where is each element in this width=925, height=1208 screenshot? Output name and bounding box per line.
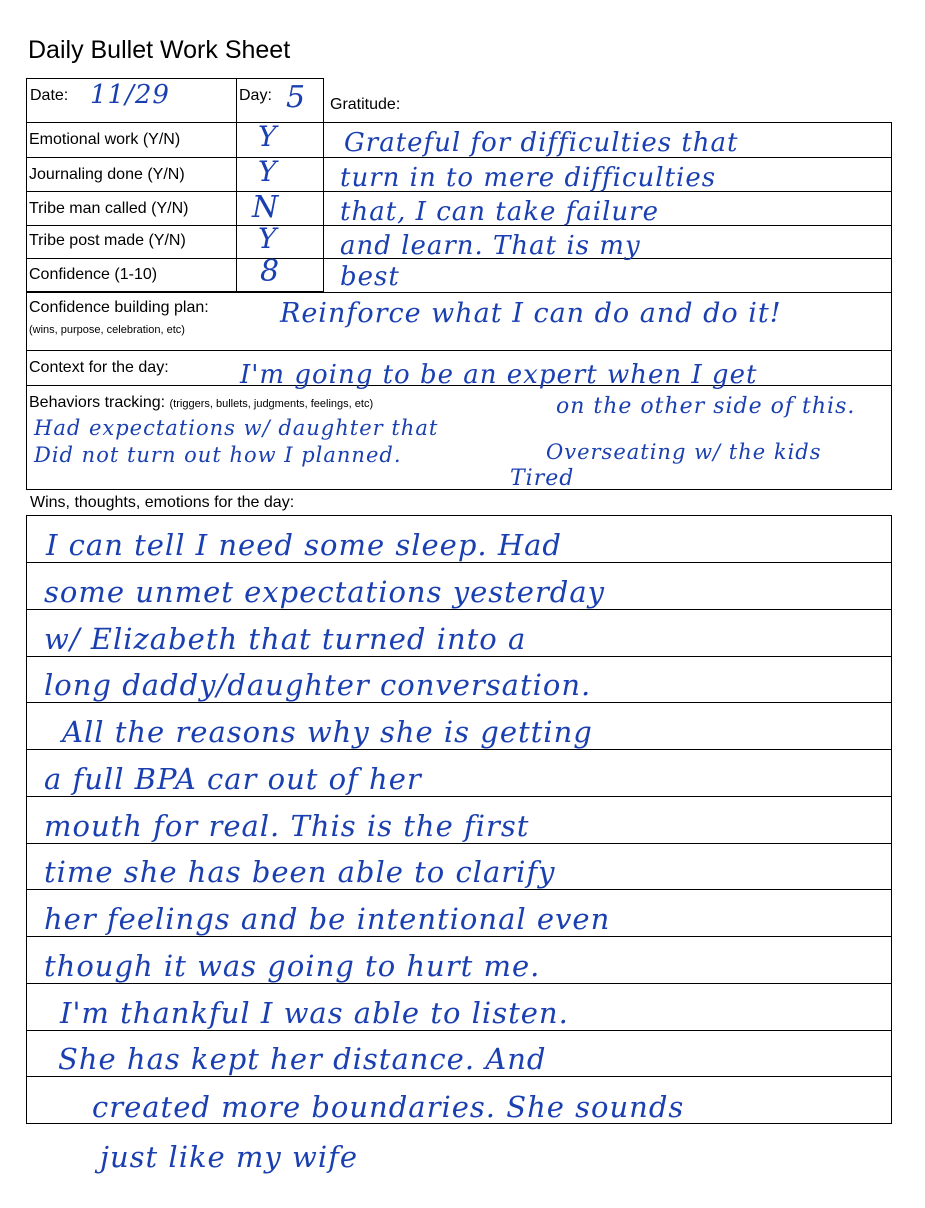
wins-line: mouth for real. This is the first	[44, 809, 530, 843]
wins-label: Wins, thoughts, emotions for the day:	[30, 494, 295, 511]
confidence-plan-text: Reinforce what I can do and do it!	[280, 298, 782, 329]
handwritten-date: 11/29	[90, 80, 170, 110]
wins-line: w/ Elizabeth that turned into a	[44, 622, 527, 656]
wins-line: All the reasons why she is getting	[62, 715, 593, 749]
wins-line: I can tell I need some sleep. Had	[46, 528, 562, 562]
tribe-called-label: Tribe man called (Y/N)	[29, 200, 189, 217]
wins-line: though it was going to hurt me.	[44, 949, 541, 983]
handwritten-tribe-called: N	[252, 190, 280, 225]
context-label: Context for the day:	[29, 359, 169, 376]
tribe-post-label: Tribe post made (Y/N)	[29, 232, 186, 249]
behaviors-label-text: Behaviors tracking:	[29, 394, 166, 411]
gratitude-line: Grateful for difficulties that	[344, 128, 739, 158]
wins-line: her feelings and be intentional even	[44, 902, 611, 936]
wins-line: some unmet expectations yesterday	[44, 575, 606, 609]
wins-line: long daddy/daughter conversation.	[44, 668, 592, 702]
journaling-label: Journaling done (Y/N)	[29, 166, 185, 183]
handwritten-journaling: Y	[258, 155, 278, 188]
wins-line: created more boundaries. She sounds	[92, 1090, 685, 1124]
wins-line: time she has been able to clarify	[44, 855, 556, 889]
gratitude-line: and learn. That is my	[340, 231, 641, 261]
handwritten-tribe-post: Y	[258, 222, 278, 255]
confidence-plan-label: Confidence building plan:	[29, 299, 209, 316]
wins-line: a full BPA car out of her	[44, 762, 422, 796]
date-label: Date:	[30, 87, 69, 104]
behaviors-sublabel: (triggers, bullets, judgments, feelings, etc)	[169, 398, 374, 410]
behaviors-line: Overseating w/ the kids	[546, 440, 822, 464]
emotional-work-label: Emotional work (Y/N)	[29, 131, 181, 148]
wins-line: I'm thankful I was able to listen.	[60, 996, 569, 1030]
confidence-plan-sublabel: (wins, purpose, celebration, etc)	[29, 324, 185, 336]
confidence-label: Confidence (1-10)	[29, 266, 158, 283]
handwritten-confidence: 8	[260, 254, 281, 289]
context-line: on the other side of this.	[556, 394, 856, 419]
wins-line: She has kept her distance. And	[58, 1042, 547, 1076]
handwritten-day: 5	[286, 80, 307, 115]
behaviors-label	[29, 394, 373, 412]
gratitude-label: Gratitude:	[330, 96, 401, 113]
gratitude-line: best	[340, 262, 400, 292]
gratitude-line: that, I can take failure	[340, 197, 659, 227]
day-label: Day:	[239, 87, 272, 104]
handwritten-emotional-work: Y	[258, 120, 278, 153]
page-title: Daily Bullet Work Sheet	[28, 36, 291, 64]
behaviors-line: Had expectations w/ daughter that	[34, 416, 439, 440]
context-line: I'm going to be an expert when I get	[240, 360, 758, 390]
behaviors-line: Did not turn out how I planned.	[34, 443, 402, 467]
wins-line: just like my wife	[100, 1140, 359, 1174]
gratitude-line: turn in to mere difficulties	[340, 163, 717, 193]
behaviors-line: Tired	[510, 466, 575, 491]
